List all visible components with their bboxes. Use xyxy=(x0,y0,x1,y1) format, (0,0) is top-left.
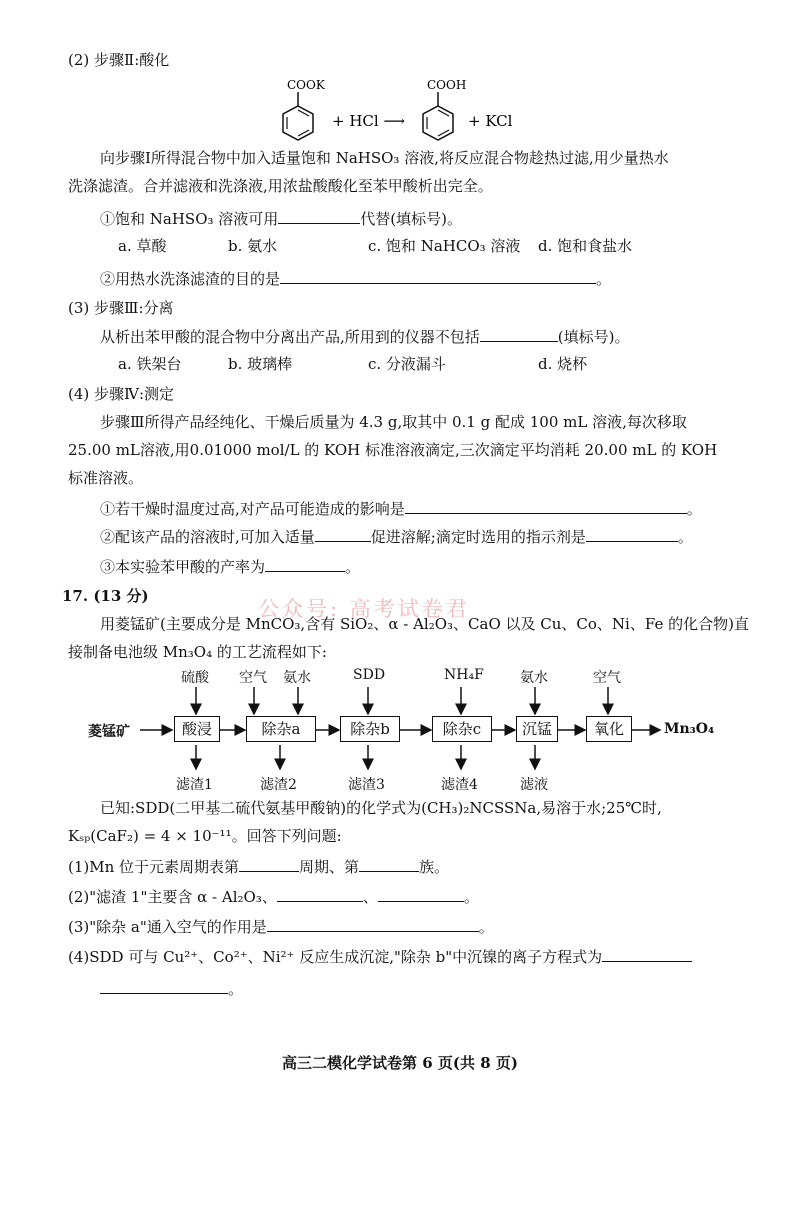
flow-input-label: 空气 xyxy=(593,670,621,686)
step4-subq2-suffix: 。 xyxy=(677,528,693,546)
flow-input-label: 空气 xyxy=(239,670,267,686)
subq-hot-water-text: ②用热水洗涤滤渣的目的是 xyxy=(100,270,281,288)
flow-input-label: 氨水 xyxy=(283,670,311,686)
option-b: b. 氨水 xyxy=(228,237,278,255)
answer-blank[interactable] xyxy=(239,856,299,872)
flow-input-label: SDD xyxy=(353,667,386,683)
answer-blank[interactable] xyxy=(280,268,596,284)
step4-line3: 标准溶液。 xyxy=(68,469,144,487)
q17-subq2 xyxy=(68,886,479,907)
flow-input-label: NH₄F xyxy=(444,667,484,683)
option-a: a. 草酸 xyxy=(118,237,167,255)
benzoate-reaction-svg xyxy=(240,74,560,146)
process-flow-diagram xyxy=(0,665,800,795)
q17-subq4-continued xyxy=(100,978,243,999)
plus-kcl-label: + KCl xyxy=(468,112,513,130)
answer-blank[interactable] xyxy=(480,326,558,342)
question-17-number: 17. (13 分) xyxy=(62,587,149,605)
q17-subq1-text: (1)Mn 位于元素周期表第 xyxy=(68,858,240,876)
step2-paragraph-line1: 向步骤Ⅰ所得混合物中加入适量饱和 NaHSO₃ 溶液,将反应混合物趁热过滤,用少量热水 xyxy=(100,149,669,167)
option-a: a. 铁架台 xyxy=(118,355,182,373)
option-c: c. 饱和 NaHCO₃ 溶液 xyxy=(368,237,521,255)
process-box-purify-c: 除杂c xyxy=(432,716,492,742)
q17-subq4 xyxy=(68,946,692,967)
page-footer: 高三二模化学试卷第 6 页(共 8 页) xyxy=(282,1054,518,1072)
step4-subq1 xyxy=(100,498,702,519)
flow-output-label: 滤渣3 xyxy=(348,777,385,793)
process-box-acid-leach: 酸浸 xyxy=(174,716,220,742)
option-d: d. 烧杯 xyxy=(538,355,588,373)
answer-blank[interactable] xyxy=(602,946,692,962)
subq-nahso3-text: ①饱和 NaHSO₃ 溶液可用 xyxy=(100,210,279,228)
q17-subq1 xyxy=(68,856,449,877)
step2-paragraph-line2: 洗涤滤渣。合并滤液和洗涤液,用浓盐酸酸化至苯甲酸析出完全。 xyxy=(68,177,493,195)
right-group-label: COOH xyxy=(427,78,467,92)
step4-subq1-suffix: 。 xyxy=(686,500,702,518)
step4-line2: 25.00 mL溶液,用0.01000 mol/L 的 KOH 标准溶液滴定,三次滴定平均消耗 20.00 mL 的 KOH xyxy=(68,441,718,459)
q17-subq2-mid: 、 xyxy=(362,888,378,906)
q17-subq3-text: (3)"除杂 a"通入空气的作用是 xyxy=(68,918,267,936)
q17-subq3 xyxy=(68,916,494,937)
process-box-oxidation: 氧化 xyxy=(586,716,632,742)
answer-blank[interactable] xyxy=(586,526,678,542)
known-info-ksp: Kₛₚ(CaF₂) = 4 × 10⁻¹¹。回答下列问题: xyxy=(68,827,342,845)
step4-subq3 xyxy=(100,556,360,577)
process-box-mn-precipitation: 沉锰 xyxy=(516,716,558,742)
step3-text: 从析出苯甲酸的混合物中分离出产品,所用到的仪器不包括 xyxy=(100,328,480,346)
option-c: c. 分液漏斗 xyxy=(368,355,446,373)
answer-blank[interactable] xyxy=(265,556,345,572)
q17-intro-line2: 接制备电池级 Mn₃O₄ 的工艺流程如下: xyxy=(68,643,327,661)
option-d: d. 饱和食盐水 xyxy=(538,237,633,255)
step3-question xyxy=(100,326,630,347)
step4-subq3-text: ③本实验苯甲酸的产率为 xyxy=(100,558,266,576)
subq-hot-water-suffix: 。 xyxy=(596,270,612,288)
step2-heading: (2) 步骤Ⅱ:酸化 xyxy=(68,51,170,69)
flow-start-label: 菱锰矿 xyxy=(88,724,130,740)
q17-subq1-mid: 周期、第 xyxy=(299,858,360,876)
q17-subq4-suffix: 。 xyxy=(228,980,244,998)
flow-output-label: 滤液 xyxy=(520,777,548,793)
flow-end-label: Mn₃O₄ xyxy=(664,721,715,737)
answer-blank[interactable] xyxy=(278,208,360,224)
flow-output-label: 滤渣4 xyxy=(441,777,478,793)
answer-blank[interactable] xyxy=(359,856,419,872)
answer-blank[interactable] xyxy=(277,886,363,902)
process-box-purify-b: 除杂b xyxy=(340,716,400,742)
subq-hot-water xyxy=(100,268,611,289)
watermark: 公众号: 高考试卷君 xyxy=(258,597,470,621)
answer-blank[interactable] xyxy=(315,526,371,542)
q17-subq2-suffix: 。 xyxy=(463,888,479,906)
q17-subq3-suffix: 。 xyxy=(478,918,494,936)
flow-input-label: 氨水 xyxy=(520,670,548,686)
flow-input-label: 硫酸 xyxy=(181,670,209,686)
answer-blank[interactable] xyxy=(100,978,228,994)
plus-hcl-label: + HCl ⟶ xyxy=(332,112,405,130)
flow-output-label: 滤渣2 xyxy=(260,777,297,793)
answer-blank[interactable] xyxy=(267,916,479,932)
reaction-equation xyxy=(240,74,560,146)
step3-heading: (3) 步骤Ⅲ:分离 xyxy=(68,299,174,317)
q17-subq4-text: (4)SDD 可与 Cu²⁺、Co²⁺、Ni²⁺ 反应生成沉淀,"除杂 b"中沉镍的离子方程式为 xyxy=(68,948,603,966)
step4-subq2-mid: 促进溶解;滴定时选用的指示剂是 xyxy=(370,528,586,546)
step4-heading: (4) 步骤Ⅳ:测定 xyxy=(68,385,175,403)
known-info-line1: 已知:SDD(二甲基二硫代氨基甲酸钠)的化学式为(CH₃)₂NCSSNa,易溶于水;25℃时, xyxy=(100,799,662,817)
answer-blank[interactable] xyxy=(378,886,464,902)
left-group-label: COOK xyxy=(287,78,325,92)
step3-suffix: (填标号)。 xyxy=(557,328,630,346)
step4-line1: 步骤Ⅲ所得产品经纯化、干燥后质量为 4.3 g,取其中 0.1 g 配成 100 mL 溶液,每次移取 xyxy=(100,413,687,431)
step4-subq2-text: ②配该产品的溶液时,可加入适量 xyxy=(100,528,315,546)
option-b: b. 玻璃棒 xyxy=(228,355,293,373)
flow-output-label: 滤渣1 xyxy=(176,777,213,793)
q17-intro-line1: 用菱锰矿(主要成分是 MnCO₃,含有 SiO₂、α - Al₂O₃、CaO 以及 Cu、Co、Ni、Fe 的化合物)直 xyxy=(100,615,749,633)
step4-subq2 xyxy=(100,526,693,547)
answer-blank[interactable] xyxy=(405,498,687,514)
subq-nahso3-suffix: 代替(填标号)。 xyxy=(360,210,462,228)
process-box-purify-a: 除杂a xyxy=(246,716,316,742)
q17-subq2-text: (2)"滤渣 1"主要含 α - Al₂O₃、 xyxy=(68,888,277,906)
subq-nahso3 xyxy=(100,208,462,229)
q17-subq1-suffix: 族。 xyxy=(419,858,450,876)
step4-subq3-suffix: 。 xyxy=(345,558,361,576)
step4-subq1-text: ①若干燥时温度过高,对产品可能造成的影响是 xyxy=(100,500,405,518)
